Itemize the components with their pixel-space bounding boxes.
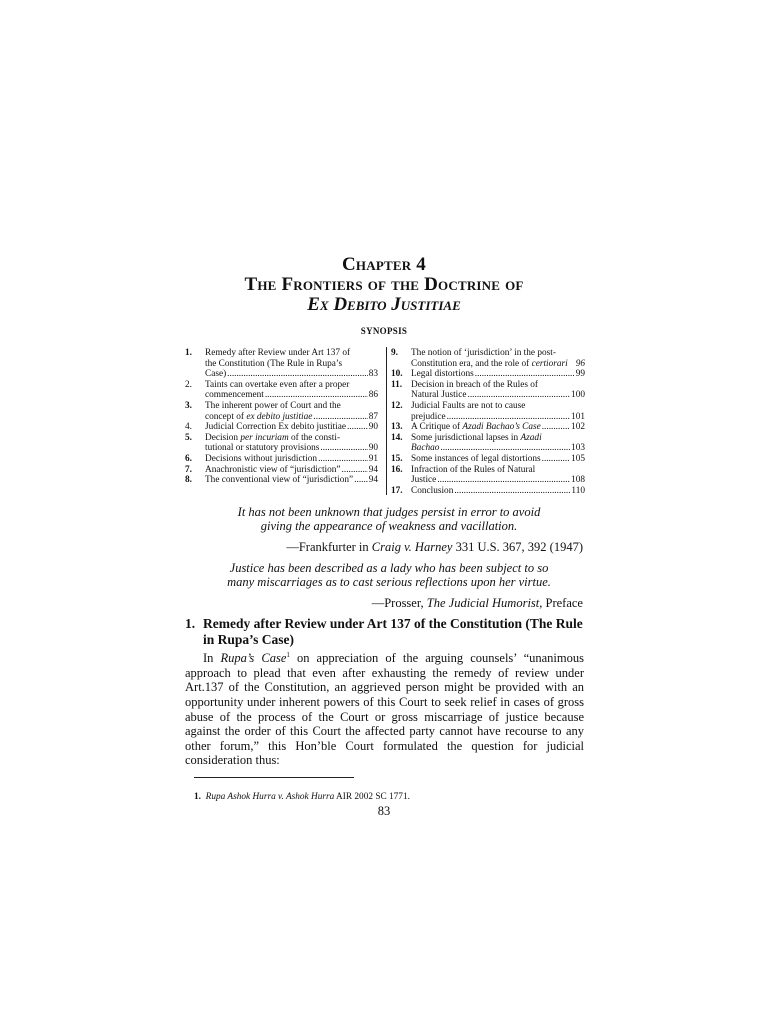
toc-item-14: 14. Some jurisdictional lapses in Azadi Bachao ..... 103 bbox=[391, 433, 585, 454]
chapter-number: Chapter 4 bbox=[342, 254, 426, 275]
toc-item-12: 12. Judicial Faults are not to cause prejudice ..... 101 bbox=[391, 401, 585, 422]
epigraph-2: Justice has been described as a lady who has been subject to so many miscarriages as to cast serious reflections upon her virtue. bbox=[227, 561, 551, 589]
epigraph-1: It has not been unknown that judges persist in error to avoid giving the appearance of weakness and vacillation. bbox=[237, 505, 541, 533]
footnote-rule bbox=[194, 777, 354, 778]
synopsis-heading: SYNOPSIS bbox=[360, 326, 408, 336]
section-1-heading: 1. Remedy after Review under Art 137 of the Constitution (The Rule in Rupa’s Case) bbox=[185, 616, 583, 647]
toc-item-15: 15. Some instances of legal distortions ..... 105 bbox=[391, 454, 585, 465]
toc-item-7: 7. Anachronistic view of “jurisdiction” ..... 94 bbox=[185, 465, 378, 476]
toc-item-1: 1. Remedy after Review under Art 137 of the Constitution (The Rule in Rupa’s Case) ..... 83 bbox=[185, 348, 378, 380]
toc-item-17: 17. Conclusion ..... 110 bbox=[391, 486, 585, 497]
synopsis-right-column bbox=[391, 348, 585, 496]
synopsis-divider bbox=[386, 347, 387, 495]
toc-item-4: 4. Judicial Correction Ex debito justitiae ..... 90 bbox=[185, 422, 378, 433]
chapter-title: The Frontiers of the Doctrine of bbox=[244, 274, 524, 295]
epigraph-2-attribution: —Prosser, The Judicial Humorist, Preface bbox=[371, 596, 583, 610]
section-1-paragraph: In Rupa’s Case$^1$ on appreciation of the arguing counsels’ “unanimous approach to plead that even after exhausting the remedy of review under Art.137 of the Constitution, an aggrieved person might be provided with an opportunity under inherent powers of this Court to seek relief in cases of gross abuse of the process of the Court or gross miscarriage of justice because against the order of this Court the affected party cannot have recourse to any other forum,” this Hon’ble Court formulated the question for judicial consideration thus: bbox=[185, 651, 584, 768]
page-number: 83 bbox=[377, 804, 391, 818]
toc-item-2: 2. Taints can overtake even after a proper commencement ..... 86 bbox=[185, 380, 378, 401]
toc-item-16: 16. Infraction of the Rules of Natural Justice ..... 108 bbox=[391, 465, 585, 486]
synopsis-left-column bbox=[185, 348, 378, 486]
toc-item-11: 11. Decision in breach of the Rules of Natural Justice ..... 100 bbox=[391, 380, 585, 401]
toc-item-3: 3. The inherent power of Court and the concept of ex debito justitiae ..... 87 bbox=[185, 401, 378, 422]
toc-item-13: 13. A Critique of Azadi Bachao’s Case ..... 102 bbox=[391, 422, 585, 433]
toc-item-6: 6. Decisions without jurisdiction ..... 91 bbox=[185, 454, 378, 465]
toc-item-5: 5. Decision per incuriam of the consti- tutional or statutory provisions ..... 90 bbox=[185, 433, 378, 454]
epigraph-1-attribution: —Frankfurter in Craig v. Harney 331 U.S. 367, 392 (1947) bbox=[286, 540, 583, 554]
toc-item-9: 9. The notion of ‘jurisdiction’ in the post- Constitution era, and the role of certiorari 96 bbox=[391, 348, 585, 369]
chapter-subtitle: Ex Debito Justitiae bbox=[307, 294, 461, 315]
footnote-1: 1. Rupa Ashok Hurra v. Ashok Hurra AIR 2002 SC 1771. bbox=[194, 792, 410, 802]
toc-item-8: 8. The conventional view of “jurisdiction” ..... 94 bbox=[185, 475, 378, 486]
toc-item-10: 10. Legal distortions ..... 99 bbox=[391, 369, 585, 380]
